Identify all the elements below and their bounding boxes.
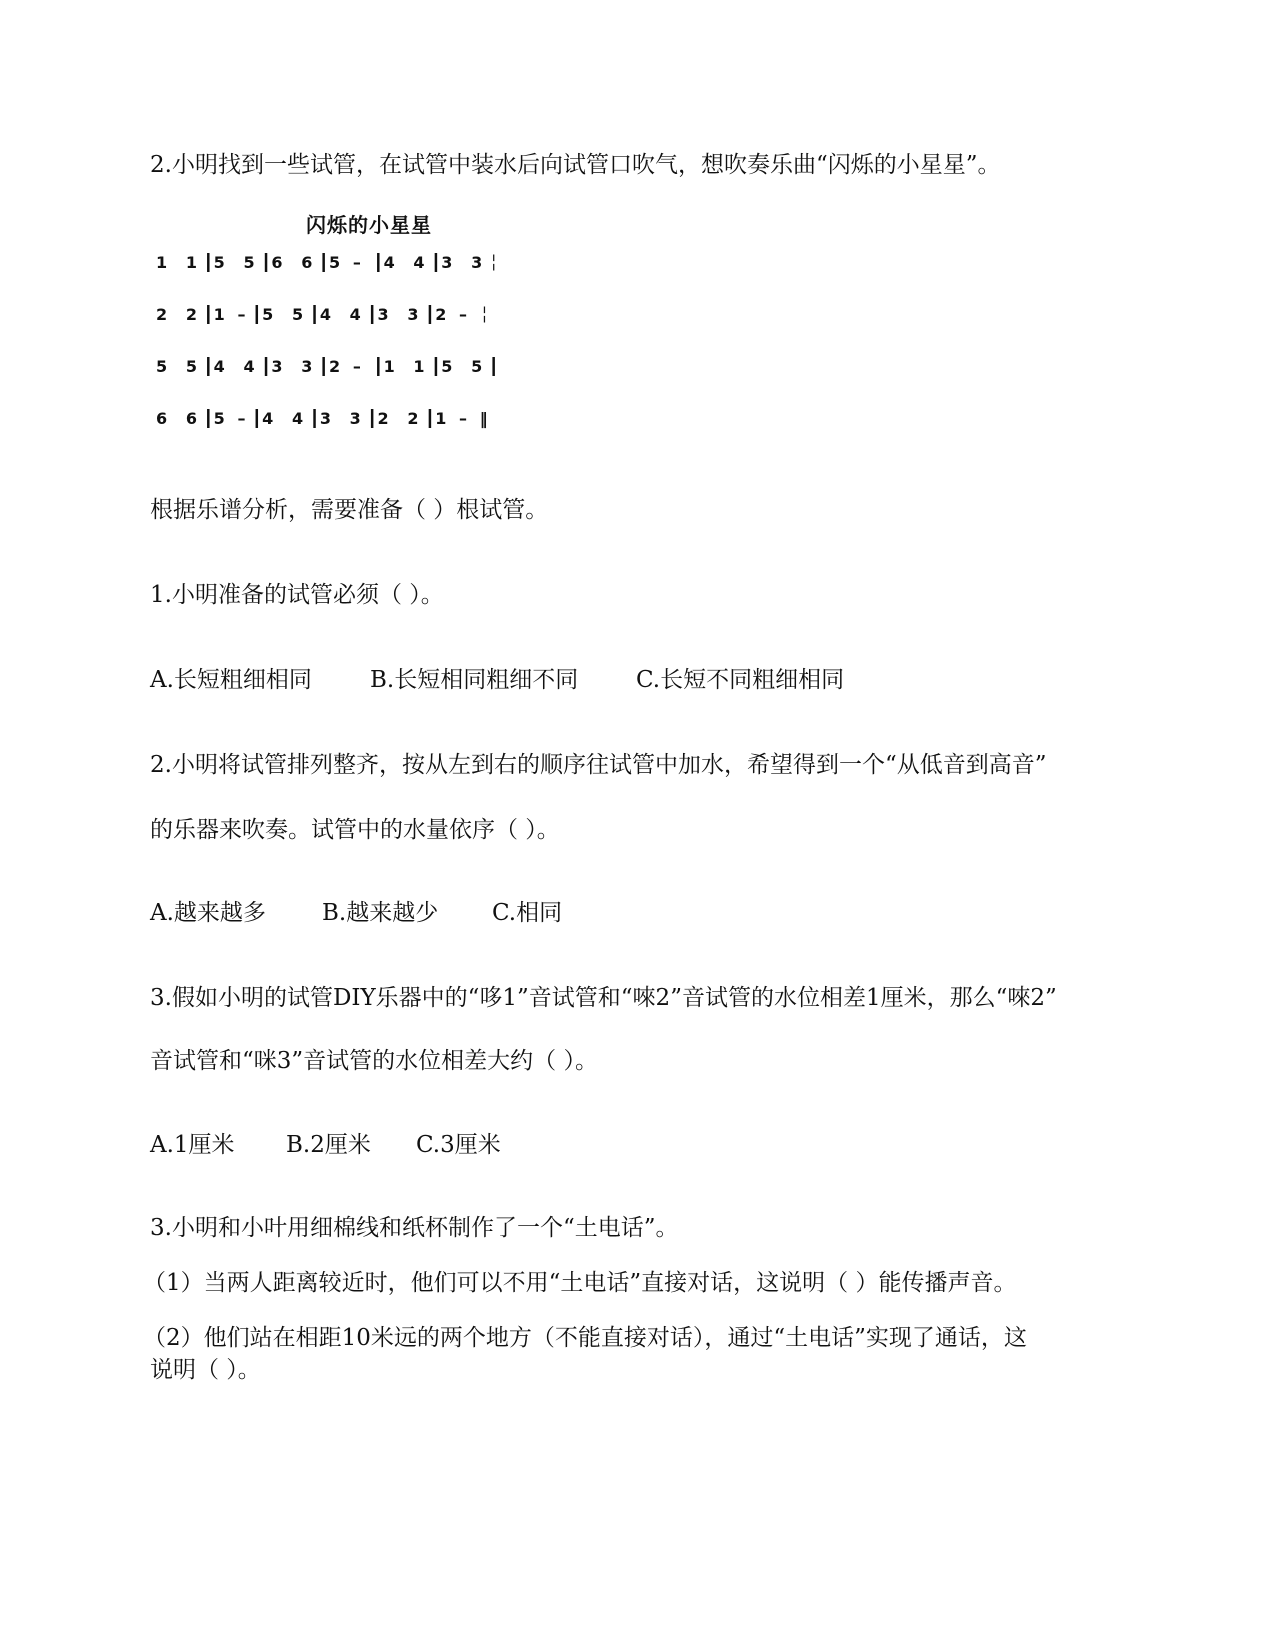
sub-question-2-line-1: 2.小明将试管排列整齐，按从左到右的顺序往试管中加水，希望得到一个“从低音到高音” xyxy=(150,752,1047,778)
question-3-part-1: （1）当两人距离较近时，他们可以不用“土电话”直接对话，这说明（ ）能传播声音。 xyxy=(143,1270,1017,1296)
sub-question-3-options xyxy=(150,1130,501,1160)
question-3-title: 3.小明和小叶用细棉线和纸杯制作了一个“土电话”。 xyxy=(150,1215,679,1241)
sub-question-2-line-2: 的乐器来吹奏。试管中的水量依序（ ）。 xyxy=(150,817,560,843)
question-2-intro: 2.小明找到一些试管，在试管中装水后向试管口吹气，想吹奏乐曲“闪烁的小星星”。 xyxy=(150,152,1001,178)
sub-question-2-options xyxy=(150,898,562,928)
score-row-2: 2 2 ┃1 – ┃5 5 ┃4 4 ┃3 3 ┃2 – ╎ xyxy=(156,305,490,324)
score-row-3: 5 5 ┃4 4 ┃3 3 ┃2 – ┃1 1 ┃5 5 ┃ xyxy=(156,357,499,376)
option-a: A.越来越多 xyxy=(150,900,266,926)
option-a: A.长短粗细相同 xyxy=(150,667,312,693)
option-c: C.长短不同粗细相同 xyxy=(636,667,845,693)
option-b: B.2厘米 xyxy=(286,1132,371,1158)
sub-question-1: 1.小明准备的试管必须（ ）。 xyxy=(150,582,444,608)
score-row-4: 6 6 ┃5 – ┃4 4 ┃3 3 ┃2 2 ┃1 – ‖ xyxy=(156,409,489,428)
question-3-part-2-line-2: 说明（ ）。 xyxy=(150,1357,261,1383)
sub-question-3-line-2: 音试管和“咪3”音试管的水位相差大约（ ）。 xyxy=(150,1048,598,1074)
option-c: C.3厘米 xyxy=(416,1132,501,1158)
score-row-1: 1 1 ┃5 5 ┃6 6 ┃5 – ┃4 4 ┃3 3 ╎ xyxy=(156,253,499,272)
sub-question-1-options xyxy=(150,665,844,695)
option-b: B.越来越少 xyxy=(322,900,439,926)
sub-question-3-line-1: 3.假如小明的试管DIY乐器中的“哆1”音试管和“唻2”音试管的水位相差1厘米，那么“唻2” xyxy=(150,985,1057,1011)
question-3-part-2-line-1: （2）他们站在相距10米远的两个地方（不能直接对话），通过“土电话”实现了通话，这 xyxy=(143,1325,1027,1351)
music-score-image xyxy=(156,205,616,455)
question-2-prompt: 根据乐谱分析，需要准备（ ）根试管。 xyxy=(150,497,549,523)
option-b: B.长短相同粗细不同 xyxy=(370,667,579,693)
option-c: C.相同 xyxy=(492,900,563,926)
option-a: A.1厘米 xyxy=(150,1132,235,1158)
score-title: 闪烁的小星星 xyxy=(306,213,432,237)
